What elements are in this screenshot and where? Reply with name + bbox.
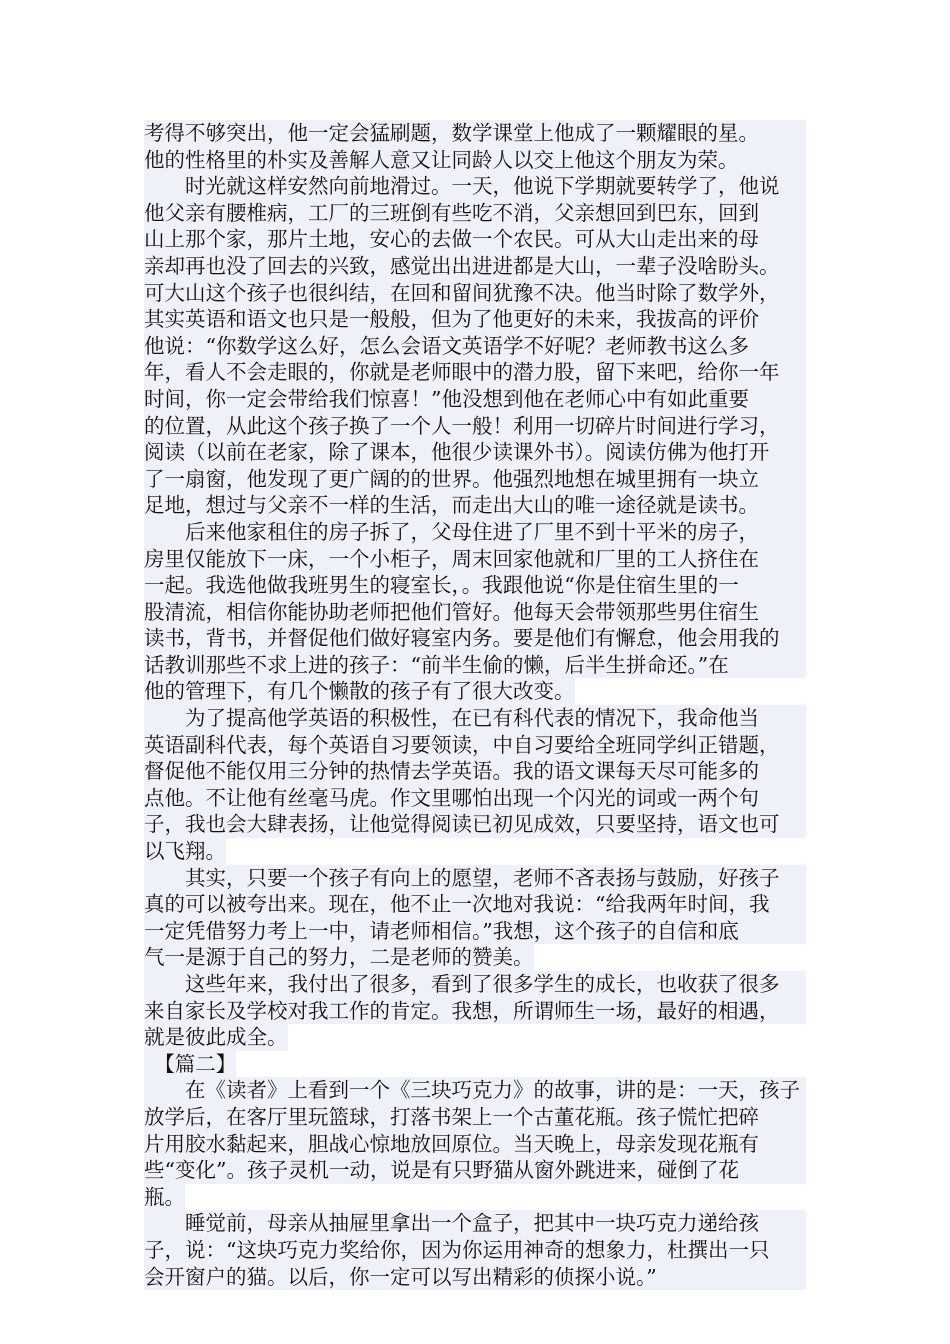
text-line: 时间，你一定会带给我们惊喜！”他没想到他在老师心中有如此重要 [144,386,806,413]
text-line: 后来他家租住的房子拆了，父母住进了厂里不到十平米的房子， [144,519,806,546]
text-line: 点他。不让他有丝毫马虎。作文里哪怕出现一个闪光的词或一两个句 [144,785,806,812]
text-line: 英语副科代表，每个英语自习要领读，中自习要给全班同学纠正错题， [144,732,806,759]
text-line: 子，说：“这块巧克力奖给你，因为你运用神奇的想象力，杜撰出一只 [144,1237,806,1264]
text-line: 房里仅能放下一床，一个小柜子，周末回家他就和厂里的工人挤住在 [144,546,806,573]
text-line: 在《读者》上看到一个《三块巧克力》的故事，讲的是：一天，孩子 [144,1077,806,1104]
text-line: 一定凭借努力考上一中，请老师相信。”我想，这个孩子的自信和底 [144,918,806,945]
text-line: 气一是源于自己的努力，二是老师的赞美。 [144,945,534,970]
text-line: 瓶。 [144,1184,185,1209]
text-line: 些“变化”。孩子灵机一动，说是有只野猫从窗外跳进来，碰倒了花 [144,1157,806,1184]
text-line: 其实，只要一个孩子有向上的愿望，老师不吝表扬与鼓励，好孩子 [144,865,806,892]
text-line: 了一扇窗，他发现了更广阔的的世界。他强烈地想在城里拥有一块立 [144,466,806,493]
section-heading: 【篇二】 [144,1051,237,1076]
text-line: 亲却再也没了回去的兴致，感觉出出进进都是大山，一辈子没啥盼头。 [144,253,806,280]
text-line: 督促他不能仅用三分钟的热情去学英语。我的语文课每天尽可能多的 [144,758,806,785]
text-line: 会开窗户的猫。以后，你一定可以写出精彩的侦探小说。” [144,1264,806,1291]
text-line: 就是彼此成全。 [144,1025,288,1050]
text-line: 以飞翔。 [144,839,226,864]
text-line: 考得不够突出，他一定会猛刷题，数学课堂上他成了一颗耀眼的星。 [144,120,806,147]
text-line: 片用胶水黏起来，胆战心惊地放回原位。当天晚上，母亲发现花瓶有 [144,1131,806,1158]
text-line: 足地，想过与父亲不一样的生活，而走出大山的唯一途径就是读书。 [144,492,806,519]
text-line: 阅读（以前在老家，除了课本，他很少读课外书）。阅读仿佛为他打开 [144,439,806,466]
text-line: 他的性格里的朴实及善解人意又让同龄人以交上他这个朋友为荣。 [144,147,806,174]
text-line: 其实英语和语文也只是一般般，但为了他更好的未来，我拔高的评价 [144,306,806,333]
text-line: 一起。我选他做我班男生的寝室长，。我跟他说“你是住宿生里的一 [144,572,806,599]
text-line: 子，我也会大肆表扬，让他觉得阅读已初见成效，只要坚持，语文也可 [144,811,806,838]
text-line: 年，看人不会走眼的，你就是老师眼中的潜力股，留下来吧，给你一年 [144,359,806,386]
text-line: 股清流，相信你能协助老师把他们管好。他每天会带领那些男住宿生 [144,599,806,626]
text-line: 为了提高他学英语的积极性，在已有科代表的情况下，我命他当 [144,705,806,732]
text-line: 放学后，在客厅里玩篮球，打落书架上一个古董花瓶。孩子慌忙把碎 [144,1104,806,1131]
text-line: 这些年来，我付出了很多，看到了很多学生的成长，也收获了很多 [144,971,806,998]
text-line: 他说：“你数学这么好，怎么会语文英语学不好呢？老师教书这么多 [144,333,806,360]
text-line: 的位置，从此这个孩子换了一个人一般！利用一切碎片时间进行学习， [144,413,806,440]
text-line: 睡觉前，母亲从抽屉里拿出一个盒子，把其中一块巧克力递给孩 [144,1210,806,1237]
text-line: 他的管理下，有几个懒散的孩子有了很大改变。 [144,679,575,704]
text-line: 来自家长及学校对我工作的肯定。我想，所谓师生一场，最好的相遇， [144,998,806,1025]
text-line: 可大山这个孩子也很纠结，在回和留间犹豫不决。他当时除了数学外， [144,280,806,307]
text-line: 山上那个家，那片土地，安心的去做一个农民。可从大山走出来的母 [144,226,806,253]
text-line: 话教训那些不求上进的孩子：“前半生偷的懒，后半生拼命还。”在 [144,652,806,679]
text-line: 读书，背书，并督促他们做好寝室内务。要是他们有懈怠，他会用我的 [144,625,806,652]
text-line: 时光就这样安然向前地滑过。一天，他说下学期就要转学了，他说 [144,173,806,200]
text-line: 真的可以被夸出来。现在，他不止一次地对我说：“给我两年时间，我 [144,891,806,918]
document-body [144,120,806,1290]
text-line: 他父亲有腰椎病，工厂的三班倒有些吃不消，父亲想回到巴东，回到 [144,200,806,227]
